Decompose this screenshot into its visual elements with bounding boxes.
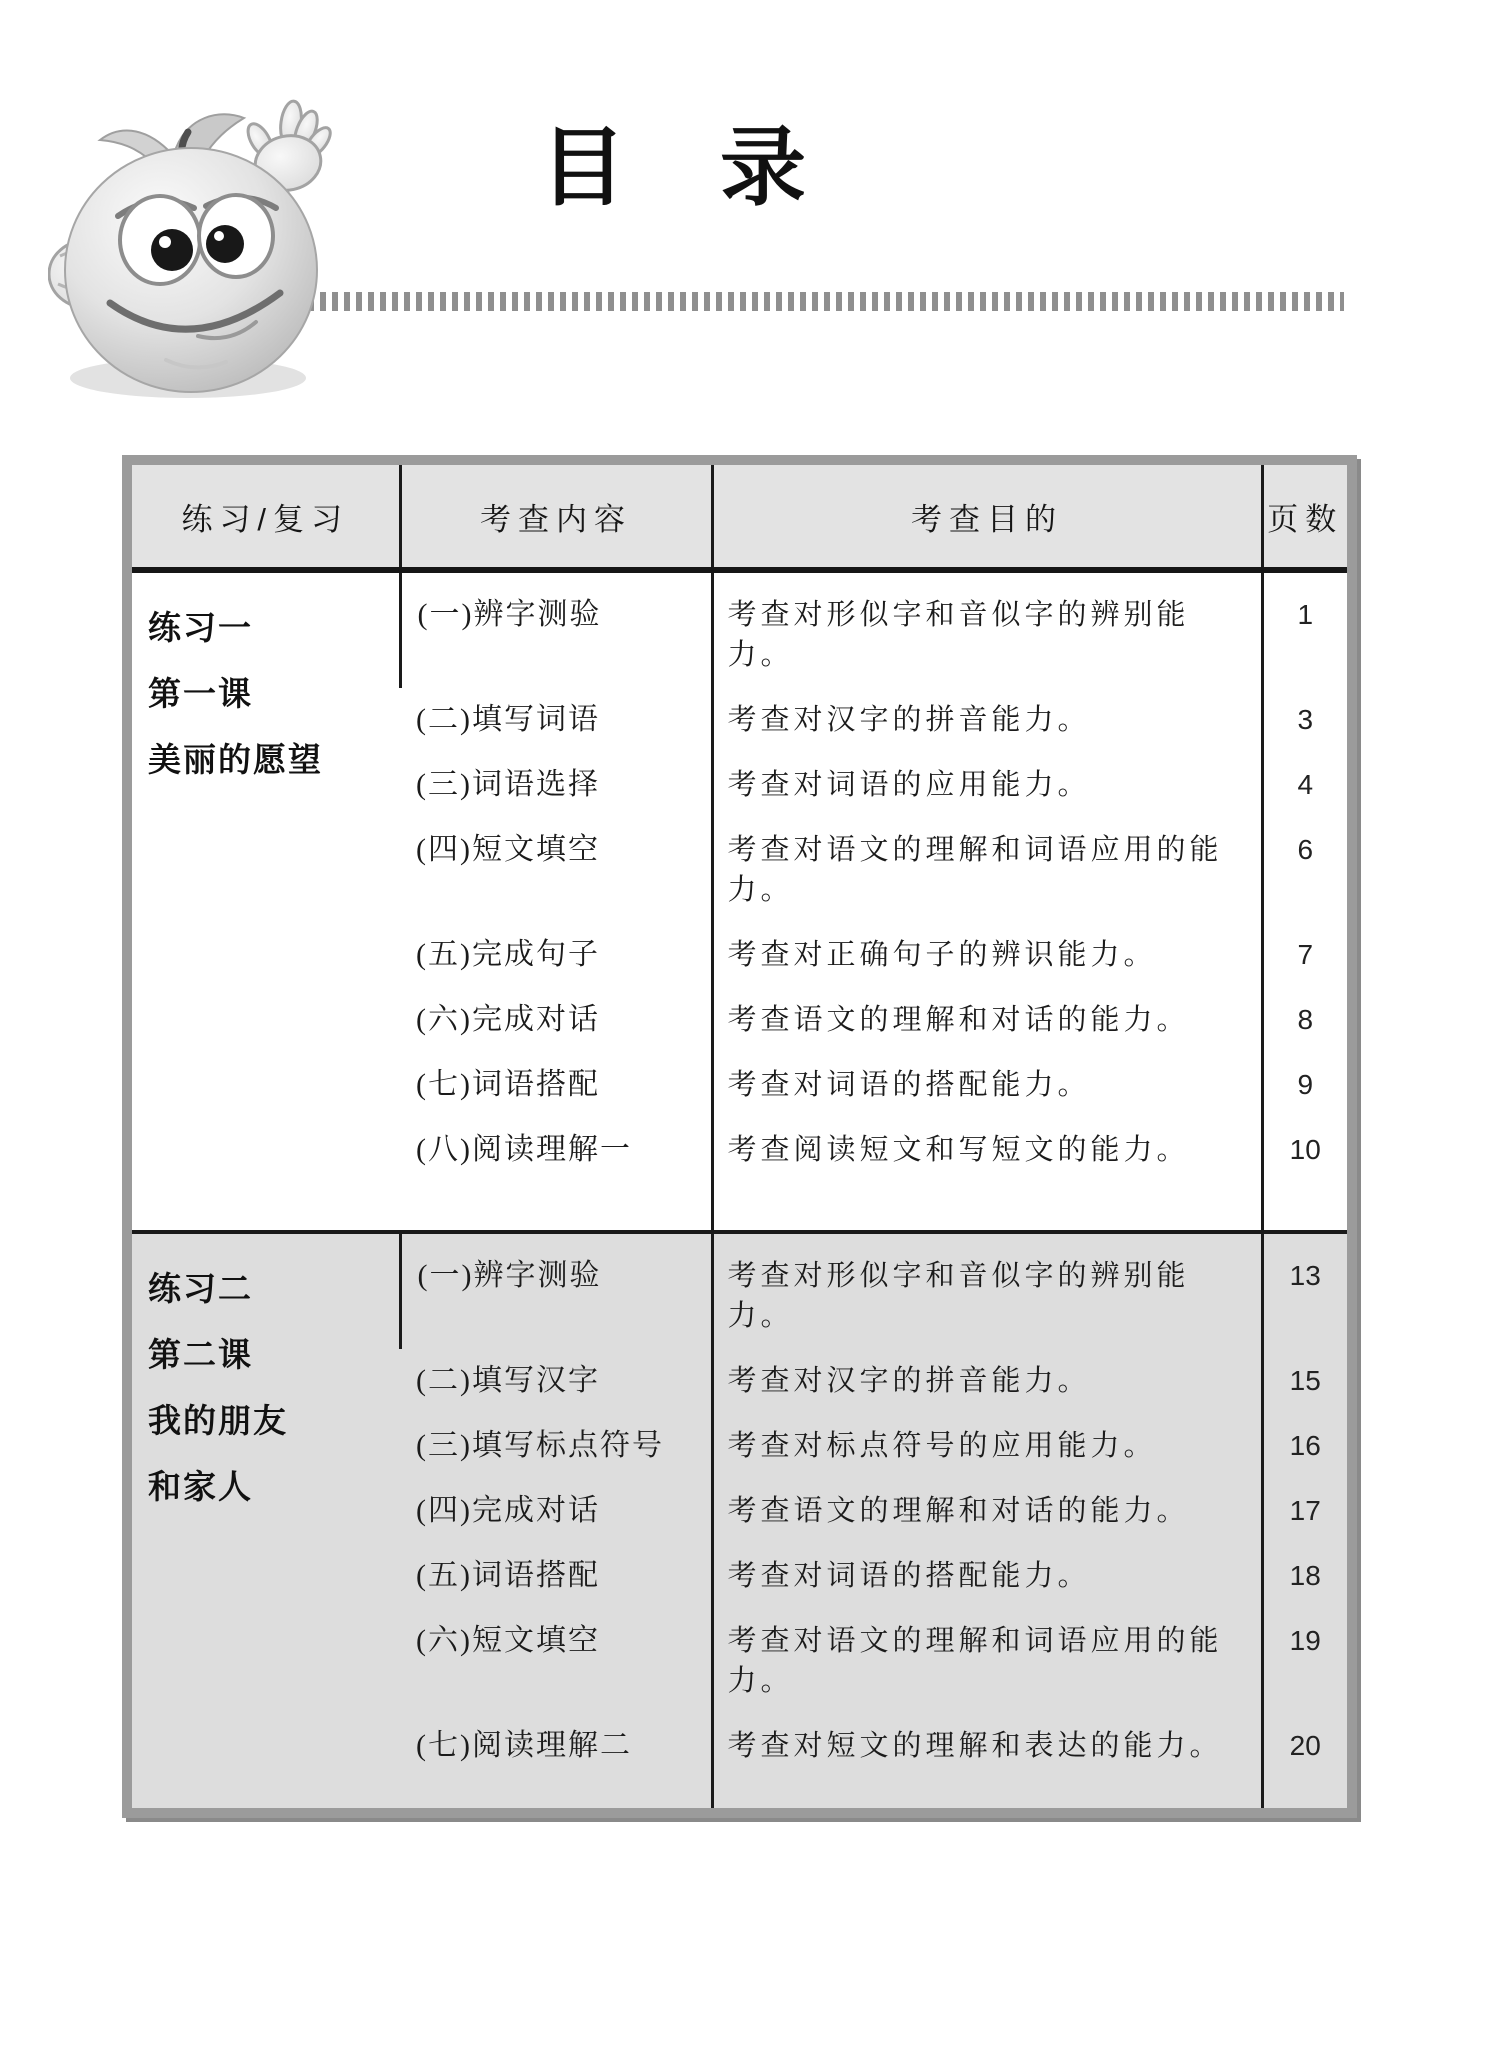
content-cell: (二)填写汉字 — [416, 1364, 600, 1397]
content-cell: (六)短文填空 — [416, 1624, 600, 1657]
content-cell: (八)阅读理解一 — [416, 1133, 632, 1166]
apple-mascot-icon — [48, 78, 338, 408]
page-cell: 17 — [1262, 1479, 1347, 1544]
content-cell: (四)完成对话 — [416, 1494, 600, 1527]
page-cell: 4 — [1262, 753, 1347, 818]
content-cell: (五)词语搭配 — [416, 1559, 600, 1592]
page-cell: 18 — [1262, 1544, 1347, 1609]
exercise-label: 练习二 第二课 我的朋友 和家人 — [148, 1270, 288, 1505]
page-cell: 9 — [1262, 1053, 1347, 1118]
page-cell: 16 — [1262, 1414, 1347, 1479]
col-header-content: 考查内容 — [400, 465, 712, 570]
section-exercise-1 — [132, 570, 1347, 1232]
page-cell: 6 — [1262, 818, 1347, 923]
purpose-cell: 考查对词语的应用能力。 — [712, 753, 1262, 818]
page-cell: 13 — [1262, 1232, 1347, 1349]
purpose-cell: 考查对语文的理解和词语应用的能力。 — [712, 1609, 1262, 1714]
page-title: 目 录 — [540, 120, 810, 216]
page-cell: 3 — [1262, 688, 1347, 753]
col-header-page: 页数 — [1262, 465, 1347, 570]
page-cell: 10 — [1262, 1118, 1347, 1232]
toc-table — [132, 465, 1347, 1808]
content-cell: (一)辨字测验 — [400, 570, 712, 688]
page-cell: 7 — [1262, 923, 1347, 988]
content-cell: (六)完成对话 — [416, 1003, 600, 1036]
content-cell: (三)词语选择 — [416, 768, 600, 801]
purpose-cell: 考查对形似字和音似字的辨别能力。 — [712, 1232, 1262, 1349]
page-cell: 8 — [1262, 988, 1347, 1053]
purpose-cell: 考查对正确句子的辨识能力。 — [712, 923, 1262, 988]
page-cell: 20 — [1262, 1714, 1347, 1808]
page-cell: 19 — [1262, 1609, 1347, 1714]
col-header-exercise: 练习/复习 — [132, 465, 400, 570]
purpose-cell: 考查对汉字的拼音能力。 — [712, 1349, 1262, 1414]
purpose-cell: 考查语文的理解和对话的能力。 — [712, 988, 1262, 1053]
header-row — [132, 465, 1347, 570]
page-cell: 1 — [1262, 570, 1347, 688]
content-cell: (五)完成句子 — [416, 938, 600, 971]
section-exercise-2 — [132, 1232, 1347, 1808]
purpose-cell: 考查对标点符号的应用能力。 — [712, 1414, 1262, 1479]
purpose-cell: 考查对词语的搭配能力。 — [712, 1053, 1262, 1118]
content-cell: (七)词语搭配 — [416, 1068, 600, 1101]
toc-table-frame — [122, 455, 1357, 1818]
content-cell: (一)辨字测验 — [400, 1232, 712, 1349]
col-header-purpose: 考查目的 — [712, 465, 1262, 570]
divider-dotted-strip — [248, 292, 1344, 311]
content-cell: (七)阅读理解二 — [416, 1729, 632, 1762]
purpose-cell: 考查对语文的理解和词语应用的能力。 — [712, 818, 1262, 923]
purpose-cell: 考查对词语的搭配能力。 — [712, 1544, 1262, 1609]
content-cell: (二)填写词语 — [416, 703, 600, 736]
purpose-cell: 考查阅读短文和写短文的能力。 — [712, 1118, 1262, 1232]
purpose-cell: 考查语文的理解和对话的能力。 — [712, 1479, 1262, 1544]
page-cell: 15 — [1262, 1349, 1347, 1414]
purpose-cell: 考查对汉字的拼音能力。 — [712, 688, 1262, 753]
content-cell: (三)填写标点符号 — [416, 1429, 664, 1462]
content-cell: (四)短文填空 — [416, 833, 600, 866]
table-row — [132, 1232, 1347, 1349]
purpose-cell: 考查对形似字和音似字的辨别能力。 — [712, 570, 1262, 688]
exercise-label: 练习一 第一课 美丽的愿望 — [148, 609, 323, 778]
purpose-cell: 考查对短文的理解和表达的能力。 — [712, 1714, 1262, 1808]
table-row — [132, 570, 1347, 688]
